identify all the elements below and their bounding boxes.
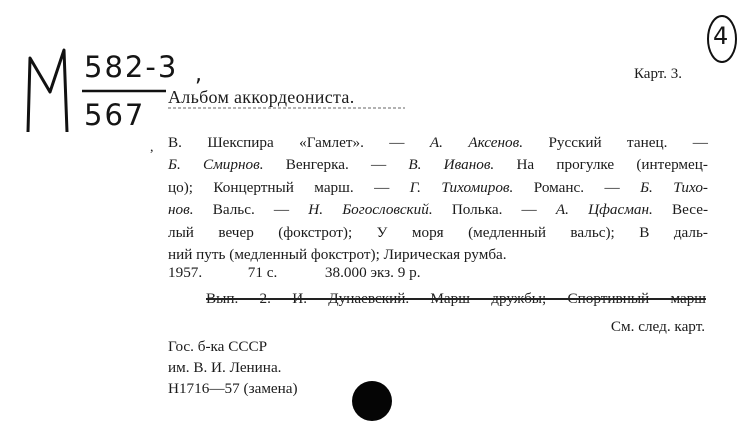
author-name: Б. Тихо- xyxy=(640,178,708,196)
struck-through-line: Вып. 2. И. Дунаевский. Марш дружбы; Спортивный марш xyxy=(206,290,706,307)
author-name: А. Цфасман. xyxy=(555,201,653,219)
work-title-text: цо); Концертный марш. — xyxy=(168,178,410,196)
handwritten-comma: , xyxy=(195,62,204,87)
call-number-bottom: 567 xyxy=(84,98,146,132)
work-title-text: Венгерка. — xyxy=(263,156,409,174)
imprint-copies: 38.000 экз. 9 р. xyxy=(324,264,421,281)
work-title-text: лый вечер (фокстрот); У моря (медленный вальс); В даль- xyxy=(168,223,708,241)
author-name: А. Аксенов. xyxy=(429,134,524,151)
imprint-year: 1957. xyxy=(168,264,203,281)
work-title-text: На прогулке (интермец- xyxy=(494,156,708,174)
contents-line xyxy=(168,222,708,244)
library-line-2: им. В. И. Ленина. xyxy=(168,359,282,376)
author-name: Г. Тихомиров. xyxy=(409,178,514,196)
author-name: Н. Богословский. xyxy=(308,201,433,219)
library-line-3: Н1716—57 (замена) xyxy=(168,380,298,397)
contents-line xyxy=(168,199,708,221)
library-stamp xyxy=(168,336,298,399)
work-title-text: Полька. — xyxy=(432,201,556,219)
card-title: Альбом аккордеониста. xyxy=(168,87,355,107)
contents-line xyxy=(168,132,708,154)
work-title-text: ний путь (медленный фокстрот); Лирическая румба. xyxy=(168,246,507,264)
contents-line xyxy=(168,177,708,199)
contents-line xyxy=(168,154,708,176)
contents-text xyxy=(168,132,708,266)
circled-number: 4 xyxy=(713,22,731,50)
card-number-label: Карт. 3. xyxy=(634,66,682,82)
work-title-text: В. Шекспира «Гамлет». — xyxy=(168,134,430,151)
library-line-1: Гос. б-ка СССР xyxy=(168,338,268,355)
call-number-top: 582-3 xyxy=(84,50,179,84)
author-name: нов. xyxy=(168,201,194,219)
imprint-pages: 71 с. xyxy=(247,264,278,281)
punch-hole xyxy=(352,381,392,421)
author-name: В. Иванов. xyxy=(408,156,495,174)
work-title-text: Вальс. — xyxy=(193,201,309,219)
work-title-text: Русский танец. — xyxy=(523,134,708,151)
work-title-text: Весе- xyxy=(652,201,709,219)
work-title-text: Романс. — xyxy=(513,178,641,196)
handwritten-bracket xyxy=(28,50,67,132)
author-name: Б. Смирнов. xyxy=(168,156,264,174)
bullet-mark: , xyxy=(150,140,154,155)
see-next-card: См. след. карт. xyxy=(610,318,705,335)
imprint-line xyxy=(168,264,708,282)
